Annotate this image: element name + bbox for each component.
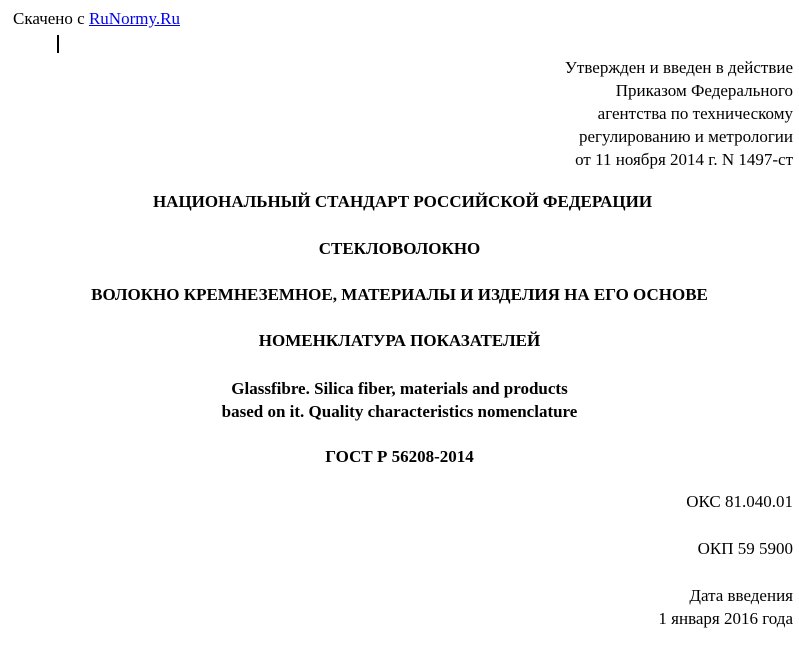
- approval-line: Утвержден и введен в действие: [564, 58, 793, 77]
- okp-code: ОКП 59 5900: [697, 539, 793, 558]
- oks-code: ОКС 81.040.01: [686, 492, 793, 511]
- approval-line: агентства по техническому: [597, 104, 793, 123]
- source-link[interactable]: RuNormy.Ru: [88, 9, 180, 28]
- group-heading: СТЕКЛОВОЛОКНО: [318, 239, 481, 258]
- approval-line: регулированию и метрологии: [578, 127, 793, 146]
- effective-date-block: [658, 584, 793, 630]
- standard-type-heading: НАЦИОНАЛЬНЫЙ СТАНДАРТ РОССИЙСКОЙ ФЕДЕРАЦИИ: [152, 192, 653, 211]
- standard-code: ГОСТ Р 56208-2014: [325, 447, 474, 466]
- kind-heading: НОМЕНКЛАТУРА ПОКАЗАТЕЛЕЙ: [258, 331, 541, 350]
- subject-heading: ВОЛОКНО КРЕМНЕЗЕМНОЕ, МАТЕРИАЛЫ И ИЗДЕЛИЯ НА ЕГО ОСНОВЕ: [91, 285, 708, 304]
- english-title-line: Glassfibre. Silica fiber, materials and products: [231, 379, 568, 398]
- effective-date-value: 1 января 2016 года: [658, 609, 793, 628]
- source-line: [13, 9, 180, 29]
- approval-block: [565, 56, 793, 171]
- approval-line: от 11 ноября 2014 г. N 1497-ст: [575, 150, 793, 169]
- approval-line: Приказом Федерального: [615, 81, 793, 100]
- english-title: [0, 377, 799, 423]
- effective-date-label: Дата введения: [689, 586, 793, 605]
- source-prefix: Скачено с: [13, 9, 89, 28]
- text-cursor: [57, 35, 59, 53]
- english-title-line: based on it. Quality characteristics nomenclature: [221, 402, 578, 421]
